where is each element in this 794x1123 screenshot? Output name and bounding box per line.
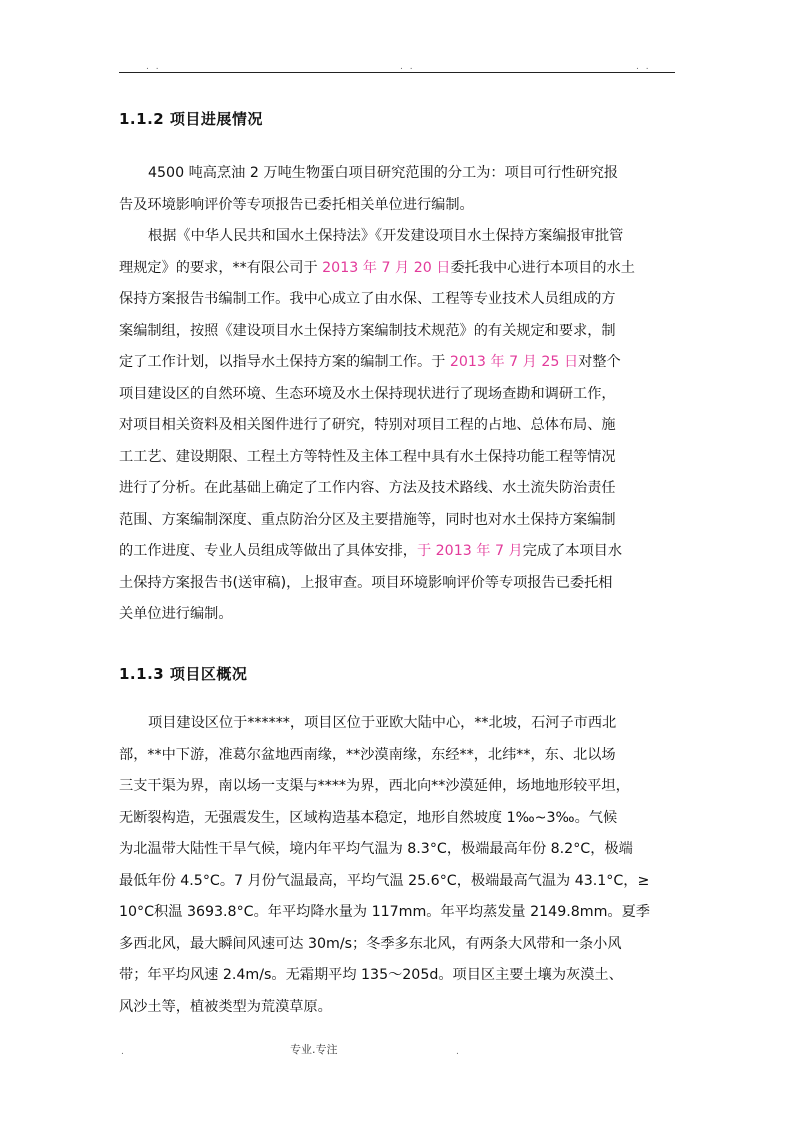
text-line — [119, 347, 677, 379]
text-line — [119, 536, 677, 568]
header-dots-center: . . — [400, 62, 415, 72]
header-dots-right: . . — [636, 62, 651, 72]
text-line: 根据《中华人民共和国水土保持法》《开发建设项目水土保持方案编报审批管 — [148, 228, 624, 244]
text-line: 案编制组，按照《建设项目水土保持方案编制技术规范》的有关规定和要求，制 — [119, 322, 616, 339]
text-line: 无断裂构造，无强震发生，区域构造基本稳定，地形自然坡度 1‰~3‰。气候 — [119, 809, 618, 826]
text-line: 带；年平均风速 2.4m/s。无霜期平均 135～205d。项目区主要土壤为灰漠土、 — [119, 967, 623, 983]
highlight-date: 于 2013 年 7 月 — [416, 543, 523, 559]
paragraph-overview — [119, 708, 677, 1023]
text-line: 保持方案报告书编制工作。我中心成立了由水保、工程等专业技术人员组成的方 — [119, 291, 616, 307]
text-run: 理规定》的要求，**有限公司于 — [119, 259, 323, 276]
text-line: 工工艺、建设期限、工程土方等特性及主体工程中具有水土保持功能工程等情况 — [119, 448, 616, 465]
highlight-date: 2013 年 7 月 25 日 — [449, 354, 579, 370]
paragraph-scope — [119, 158, 677, 221]
text-line — [119, 253, 677, 285]
text-line: 项目建设区位于******，项目区位于亚欧大陆中心，**北坡，石河子市西北 — [148, 715, 617, 731]
text-line: 关单位进行编制。 — [119, 606, 233, 622]
footer-text: 专业.专注 — [290, 1043, 338, 1056]
text-line: 4500 吨高烹油 2 万吨生物蛋白项目研究范围的分工为：项目可行性研究报 — [148, 165, 619, 181]
text-run: 委托我中心进行本项目的水土 — [450, 259, 635, 276]
text-run: 定了工作计划，以指导水土保持方案的编制工作。于 — [119, 354, 450, 370]
header-dots-left: . . — [146, 62, 161, 72]
text-line: 三支干渠为界，南以场一支渠与****为界，西北向**沙漠延伸，场地地形较平坦， — [119, 778, 630, 794]
text-line: 告及环境影响评价等专项报告已委托相关单位进行编制。 — [119, 196, 474, 213]
text-line: 范围、方案编制深度、重点防治分区及主要措施等，同时也对水土保持方案编制 — [119, 511, 616, 528]
text-line: 项目建设区的自然环境、生态环境及水土保持现状进行了现场查勘和调研工作， — [119, 385, 616, 402]
text-line: 进行了分析。在此基础上确定了工作内容、方法及技术路线、水土流失防治责任 — [119, 480, 616, 496]
text-line: 风沙土等，植被类型为荒漠草原。 — [119, 998, 332, 1015]
text-run: 对整个 — [578, 354, 621, 370]
text-run: 完成了本项目水 — [522, 543, 623, 559]
text-line: 部，**中下游，准葛尔盆地西南缘，**沙漠南缘，东经**，北纬**，东、北以场 — [119, 746, 616, 763]
text-line: 为北温带大陆性干旱气候，境内年平均气温为 8.3°C，极端最高年份 8.2°C，极端 — [119, 841, 633, 857]
text-line: 土保持方案报告书(送审稿)，上报审查。项目环境影响评价等专项报告已委托相 — [119, 574, 613, 591]
section-heading-1-1-2: 1.1.2 项目进展情况 — [119, 110, 263, 128]
text-line: 最低年份 4.5°C。7 月份气温最高，平均气温 25.6°C，极端最高气温为 43.1°C，≥ — [119, 872, 650, 889]
section-heading-1-1-3: 1.1.3 项目区概况 — [119, 665, 248, 683]
text-line: 多西北风，最大瞬间风速可达 30m/s；冬季多东北风，有两条大风带和一条小风 — [119, 935, 622, 952]
text-line: 对项目相关资料及相关图件进行了研究，特别对项目工程的占地、总体布局、施 — [119, 417, 616, 433]
footer-dot-right: . — [456, 1047, 459, 1057]
footer-dot-left: . — [121, 1047, 124, 1057]
header-rule — [119, 72, 675, 73]
highlight-date: 2013 年 7 月 20 日 — [322, 259, 451, 276]
text-line: 10°C积温 3693.8°C。年平均降水量为 117mm。年平均蒸发量 2149.8mm。夏季 — [119, 904, 650, 920]
paragraph-progress — [119, 221, 677, 631]
text-run: 的工作进度、专业人员组成等做出了具体安排， — [119, 543, 417, 559]
